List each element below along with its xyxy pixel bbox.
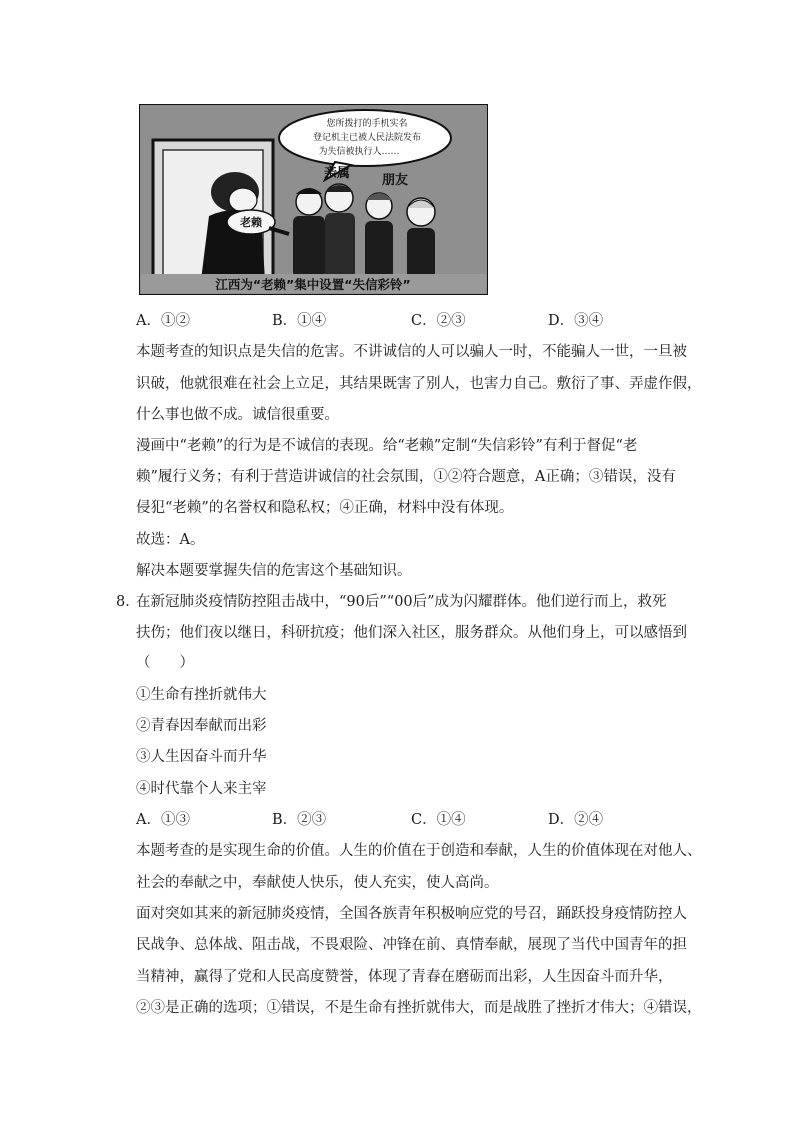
q8-stem-line: 在新冠肺炎疫情防控阻击战中，“90后”“00后”成为闪耀群体。他们逆行而上，救死 — [136, 594, 667, 610]
q7-explanation-line: 侵犯“老赖”的名誉权和隐私权；④正确，材料中没有体现。 — [136, 500, 514, 516]
q7-analysis-line: 什么事也做不成。诚信很重要。 — [136, 407, 339, 423]
bubble-line-3: 为失信被执行人…… — [318, 147, 400, 157]
q7-explanation-line: 赖”履行义务；有利于营造讲诚信的社会氛围，①②符合题意，A正确；③错误，没有 — [136, 469, 676, 485]
q8-item: ①生命有挫折就伟大 — [136, 687, 267, 703]
q8-analysis-line: 社会的奉献之中，奉献使人快乐，使人充实，使人高尚。 — [136, 875, 499, 891]
q8-stem-line: （ ） — [136, 655, 194, 671]
q8-option-d: D．②④ — [548, 812, 604, 828]
q7-analysis-line: 识破，他就很难在社会上立足，其结果既害了别人，也害力自己。敷衍了事、弄虚作假， — [136, 376, 702, 392]
q8-explanation-line: 当精神，赢得了党和人民高度赞誉，体现了青春在磨砺而出彩，人生因奋斗而升华， — [136, 969, 673, 985]
q8-item: ③人生因奋斗而升华 — [136, 749, 267, 765]
q8-analysis-line: 本题考查的是实现生命的价值。人生的价值在于创造和奉献，人生的价值体现在对他人、 — [136, 843, 702, 859]
laolai-label: 老赖 — [240, 216, 262, 229]
q8-option-a: A．①③ — [136, 812, 190, 828]
q8-item: ②青春因奉献而出彩 — [136, 718, 267, 734]
q8-item: ④时代靠个人来主宰 — [136, 781, 267, 797]
q7-option-b: B．①④ — [272, 313, 327, 329]
cartoon-illustration — [139, 104, 488, 295]
q7-option-c: C．②③ — [411, 313, 466, 329]
bubble-line-1: 您所拨打的手机实名 — [326, 119, 408, 129]
q8-explanation-line: ②③是正确的选项；①错误，不是生命有挫折就伟大，而是战胜了挫折才伟大；④错误， — [136, 1000, 702, 1016]
label-relatives: 亲属 — [323, 166, 351, 181]
q7-summary: 解决本题要掌握失信的危害这个基础知识。 — [136, 563, 412, 579]
q8-stem-line: 扶伤；他们夜以继日，科研抗疫；他们深入社区，服务群众。从他们身上，可以感悟到 — [136, 625, 687, 641]
q7-option-a: A．①② — [136, 313, 190, 329]
q8-option-c: C．①④ — [411, 812, 466, 828]
q7-option-d: D．③④ — [548, 313, 604, 329]
q8-explanation-line: 面对突如其来的新冠肺炎疫情，全国各族青年积极响应党的号召，踊跃投身疫情防控人 — [136, 906, 687, 922]
q8-explanation-line: 民战争、总体战、阻击战，不畏艰险、冲锋在前、真情奉献，展现了当代中国青年的担 — [136, 937, 687, 953]
q7-analysis-line: 本题考查的知识点是失信的危害。不讲诚信的人可以骗人一时，不能骗人一世，一旦被 — [136, 344, 687, 360]
q7-answer: 故选：A。 — [136, 532, 205, 548]
q8-number: 8． — [116, 594, 140, 610]
cartoon-caption: 江西为“老赖”集中设置“失信彩铃” — [215, 277, 411, 292]
q8-option-b: B．②③ — [272, 812, 327, 828]
label-friends: 朋友 — [381, 173, 409, 188]
bubble-line-2: 登记机主已被人民法院发布 — [312, 133, 422, 143]
q7-explanation-line: 漫画中“老赖”的行为是不诚信的表现。给“老赖”定制“失信彩铃”有利于督促“老 — [136, 438, 638, 454]
